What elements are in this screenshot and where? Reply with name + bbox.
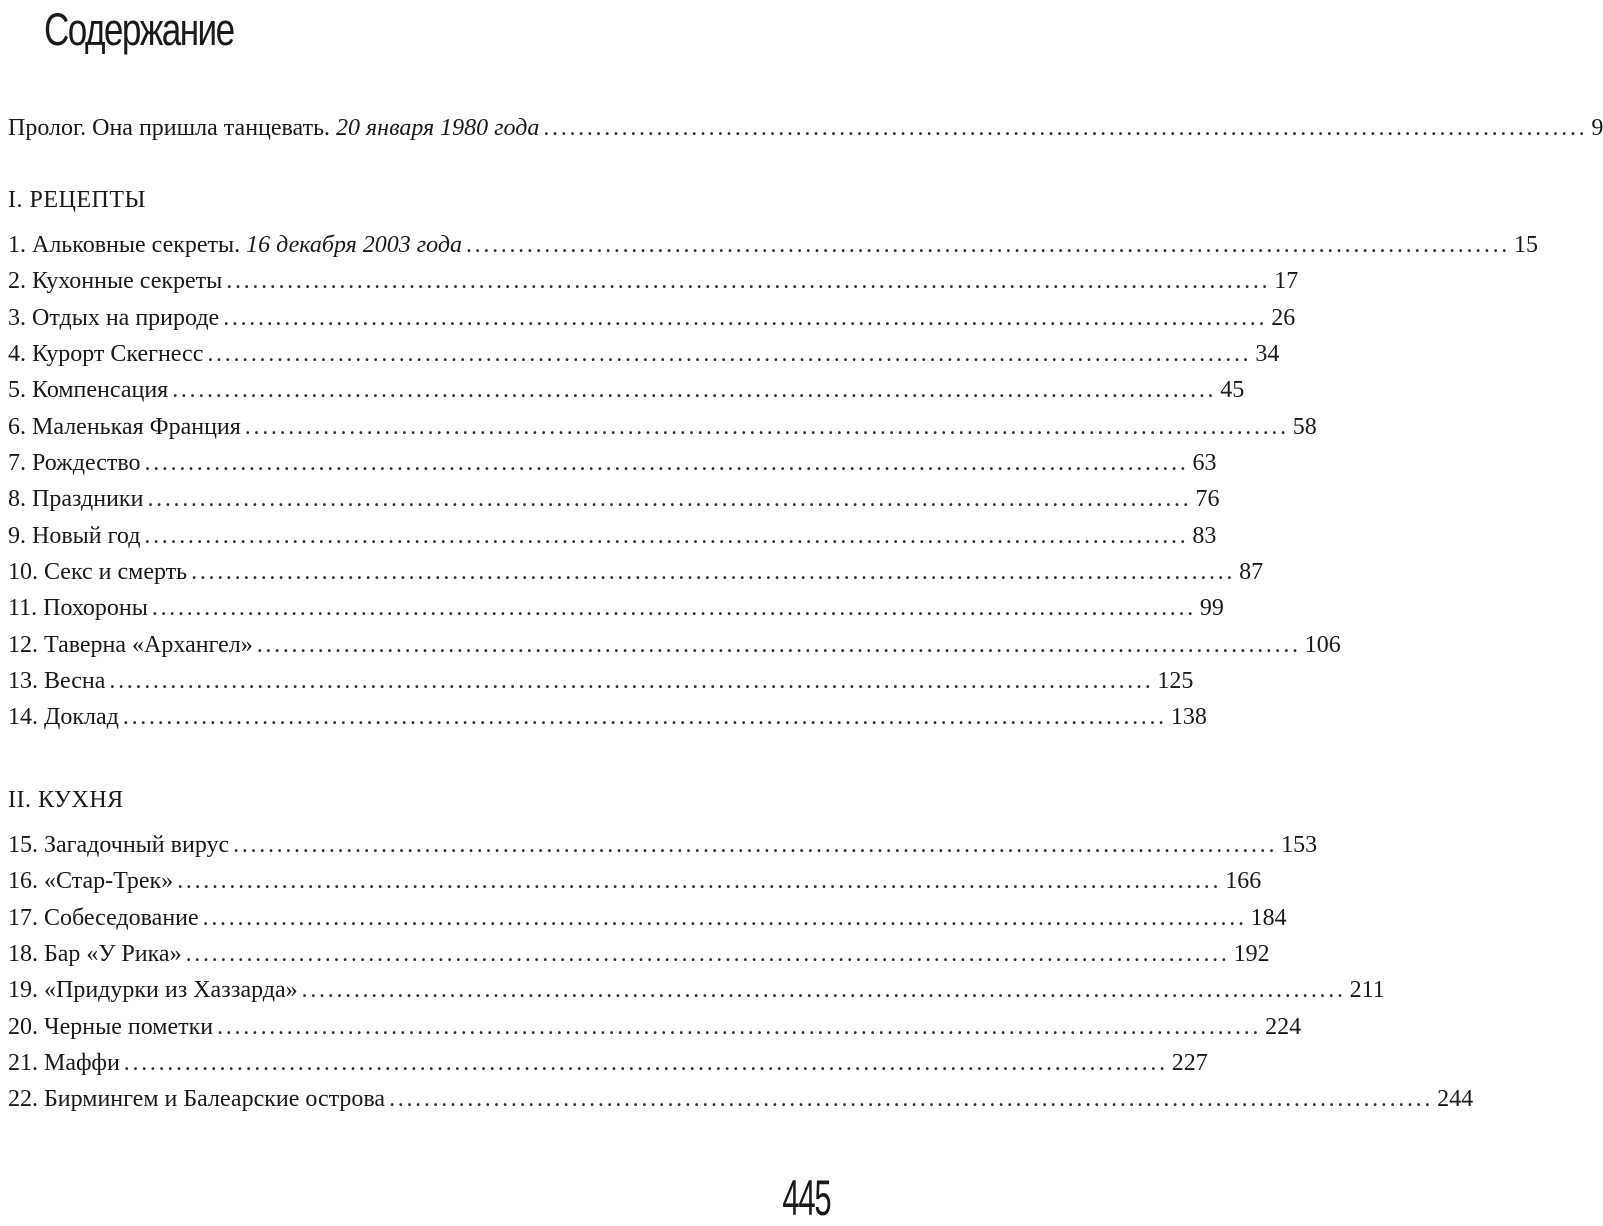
dot-leader: ........................................................................................................................ xyxy=(543,115,1588,141)
entry-title: 17. Собеседование xyxy=(8,904,199,931)
entry-title: 21. Маффи xyxy=(8,1050,120,1077)
entry-title: 2. Кухонные секреты xyxy=(8,268,223,295)
entry-title: 13. Весна xyxy=(8,668,106,695)
entry-page: 125 xyxy=(1157,668,1194,695)
entry-title: 14. Доклад xyxy=(8,704,119,731)
dot-leader: ........................................................................................................................ xyxy=(244,413,1289,440)
entry-page: 227 xyxy=(1171,1050,1208,1077)
entry-title: 5. Компенсация xyxy=(8,377,169,404)
dot-leader: ........................................................................................................................ xyxy=(202,904,1247,931)
toc-entry xyxy=(8,518,1217,554)
entry-date: 20 января 1980 года xyxy=(336,115,540,141)
entry-page: 83 xyxy=(1192,522,1217,549)
entry-title: 20. Черные пометки xyxy=(8,1013,214,1040)
entry-page: 192 xyxy=(1233,941,1270,968)
entry-page: 153 xyxy=(1281,832,1318,858)
entry-page: 138 xyxy=(1170,704,1207,731)
dot-leader: ........................................................................................................................ xyxy=(465,232,1510,258)
entry-title: 10. Секс и смерть xyxy=(8,559,188,586)
toc-entry xyxy=(8,1009,1302,1045)
dot-leader: ........................................................................................................................ xyxy=(233,832,1278,858)
entry-title: 1. Альковные секреты. xyxy=(8,232,241,258)
toc-entry xyxy=(8,409,1317,445)
toc-entry xyxy=(8,936,1270,972)
dot-leader: ........................................................................................................................ xyxy=(172,377,1217,404)
toc-part-1-list xyxy=(8,227,1538,736)
entry-title: 16. «Стар-Трек» xyxy=(8,868,174,895)
entry-title: 7. Рождество xyxy=(8,450,141,477)
toc-entry xyxy=(8,554,1264,590)
toc-entry xyxy=(8,372,1245,408)
entry-page: 26 xyxy=(1271,304,1296,331)
dot-leader: ........................................................................................................................ xyxy=(123,1050,1168,1077)
toc-entry xyxy=(8,110,1603,146)
toc-entry xyxy=(8,481,1220,517)
toc-part-1 xyxy=(8,182,830,218)
dot-leader: ........................................................................................................................ xyxy=(389,1086,1434,1113)
page-number: 445 xyxy=(781,1170,830,1226)
entry-title: 9. Новый год xyxy=(8,522,141,549)
entry-title: 11. Похороны xyxy=(8,595,148,622)
entry-title: 12. Таверна «Архангел» xyxy=(8,631,253,658)
entry-page: 15 xyxy=(1513,232,1538,258)
entry-page: 224 xyxy=(1265,1013,1302,1040)
page-title: Содержание xyxy=(44,4,234,55)
toc-entry xyxy=(8,445,1217,481)
entry-title: 6. Маленькая Франция xyxy=(8,413,241,440)
part-heading: II. КУХНЯ xyxy=(8,787,124,813)
toc-entry xyxy=(8,900,1287,936)
entry-title-group xyxy=(8,110,539,146)
dot-leader: ........................................................................................................................ xyxy=(217,1013,1262,1040)
entry-date: 16 декабря 2003 года xyxy=(246,232,462,258)
entry-title: Пролог. Она пришла танцевать. xyxy=(8,115,331,141)
entry-page: 58 xyxy=(1292,413,1317,440)
dot-leader: ........................................................................................................................ xyxy=(144,522,1189,549)
toc-prologue xyxy=(8,110,1603,146)
entry-page: 166 xyxy=(1225,868,1262,895)
entry-title: 4. Курорт Скегнесс xyxy=(8,341,204,368)
toc-entry xyxy=(8,627,1341,663)
entry-title: 3. Отдых на природе xyxy=(8,304,220,331)
toc-entry xyxy=(8,972,1385,1008)
dot-leader: ........................................................................................................................ xyxy=(301,977,1346,1004)
dot-leader: ........................................................................................................................ xyxy=(185,941,1230,968)
entry-page: 17 xyxy=(1274,268,1299,295)
toc-part-2-list xyxy=(8,827,1474,1118)
entry-page: 63 xyxy=(1192,450,1217,477)
entry-page: 9 xyxy=(1591,115,1603,141)
entry-page: 244 xyxy=(1437,1086,1474,1113)
toc-part-2 xyxy=(8,782,830,818)
entry-page: 99 xyxy=(1199,595,1224,622)
entry-page: 76 xyxy=(1195,486,1220,513)
dot-leader: ........................................................................................................................ xyxy=(147,486,1192,513)
toc-entry xyxy=(8,300,1296,336)
toc-entry xyxy=(8,663,1194,699)
dot-leader: ........................................................................................................................ xyxy=(144,450,1189,477)
part-heading: I. РЕЦЕПТЫ xyxy=(8,187,146,213)
entry-title: 19. «Придурки из Хаззарда» xyxy=(8,977,298,1004)
dot-leader: ........................................................................................................................ xyxy=(223,304,1268,331)
toc-entry xyxy=(8,1081,1474,1117)
entry-page: 211 xyxy=(1349,977,1385,1004)
dot-leader: ........................................................................................................................ xyxy=(226,268,1271,295)
toc-entry xyxy=(8,590,1224,626)
entry-page: 34 xyxy=(1255,341,1280,368)
toc-entry xyxy=(8,699,1207,735)
entry-page: 184 xyxy=(1250,904,1287,931)
dot-leader: ........................................................................................................................ xyxy=(151,595,1196,622)
dot-leader: ........................................................................................................................ xyxy=(109,668,1154,695)
toc-entry xyxy=(8,227,1538,263)
entry-title: 18. Бар «У Рика» xyxy=(8,941,182,968)
entry-page: 45 xyxy=(1220,377,1245,404)
toc-entry xyxy=(8,336,1280,372)
dot-leader: ........................................................................................................................ xyxy=(177,868,1222,895)
entry-title: 22. Бирмингем и Балеарские острова xyxy=(8,1086,386,1113)
toc-entry xyxy=(8,1045,1208,1081)
entry-title: 8. Праздники xyxy=(8,486,144,513)
toc-entry xyxy=(8,863,1262,899)
toc-entry xyxy=(8,827,1318,863)
dot-leader: ........................................................................................................................ xyxy=(207,341,1252,368)
entry-title-group xyxy=(8,227,462,263)
dot-leader: ........................................................................................................................ xyxy=(256,631,1301,658)
dot-leader: ........................................................................................................................ xyxy=(191,559,1236,586)
entry-title: 15. Загадочный вирус xyxy=(8,832,230,858)
entry-page: 87 xyxy=(1239,559,1264,586)
dot-leader: ........................................................................................................................ xyxy=(122,704,1167,731)
toc-entry xyxy=(8,263,1299,299)
entry-page: 106 xyxy=(1304,631,1341,658)
